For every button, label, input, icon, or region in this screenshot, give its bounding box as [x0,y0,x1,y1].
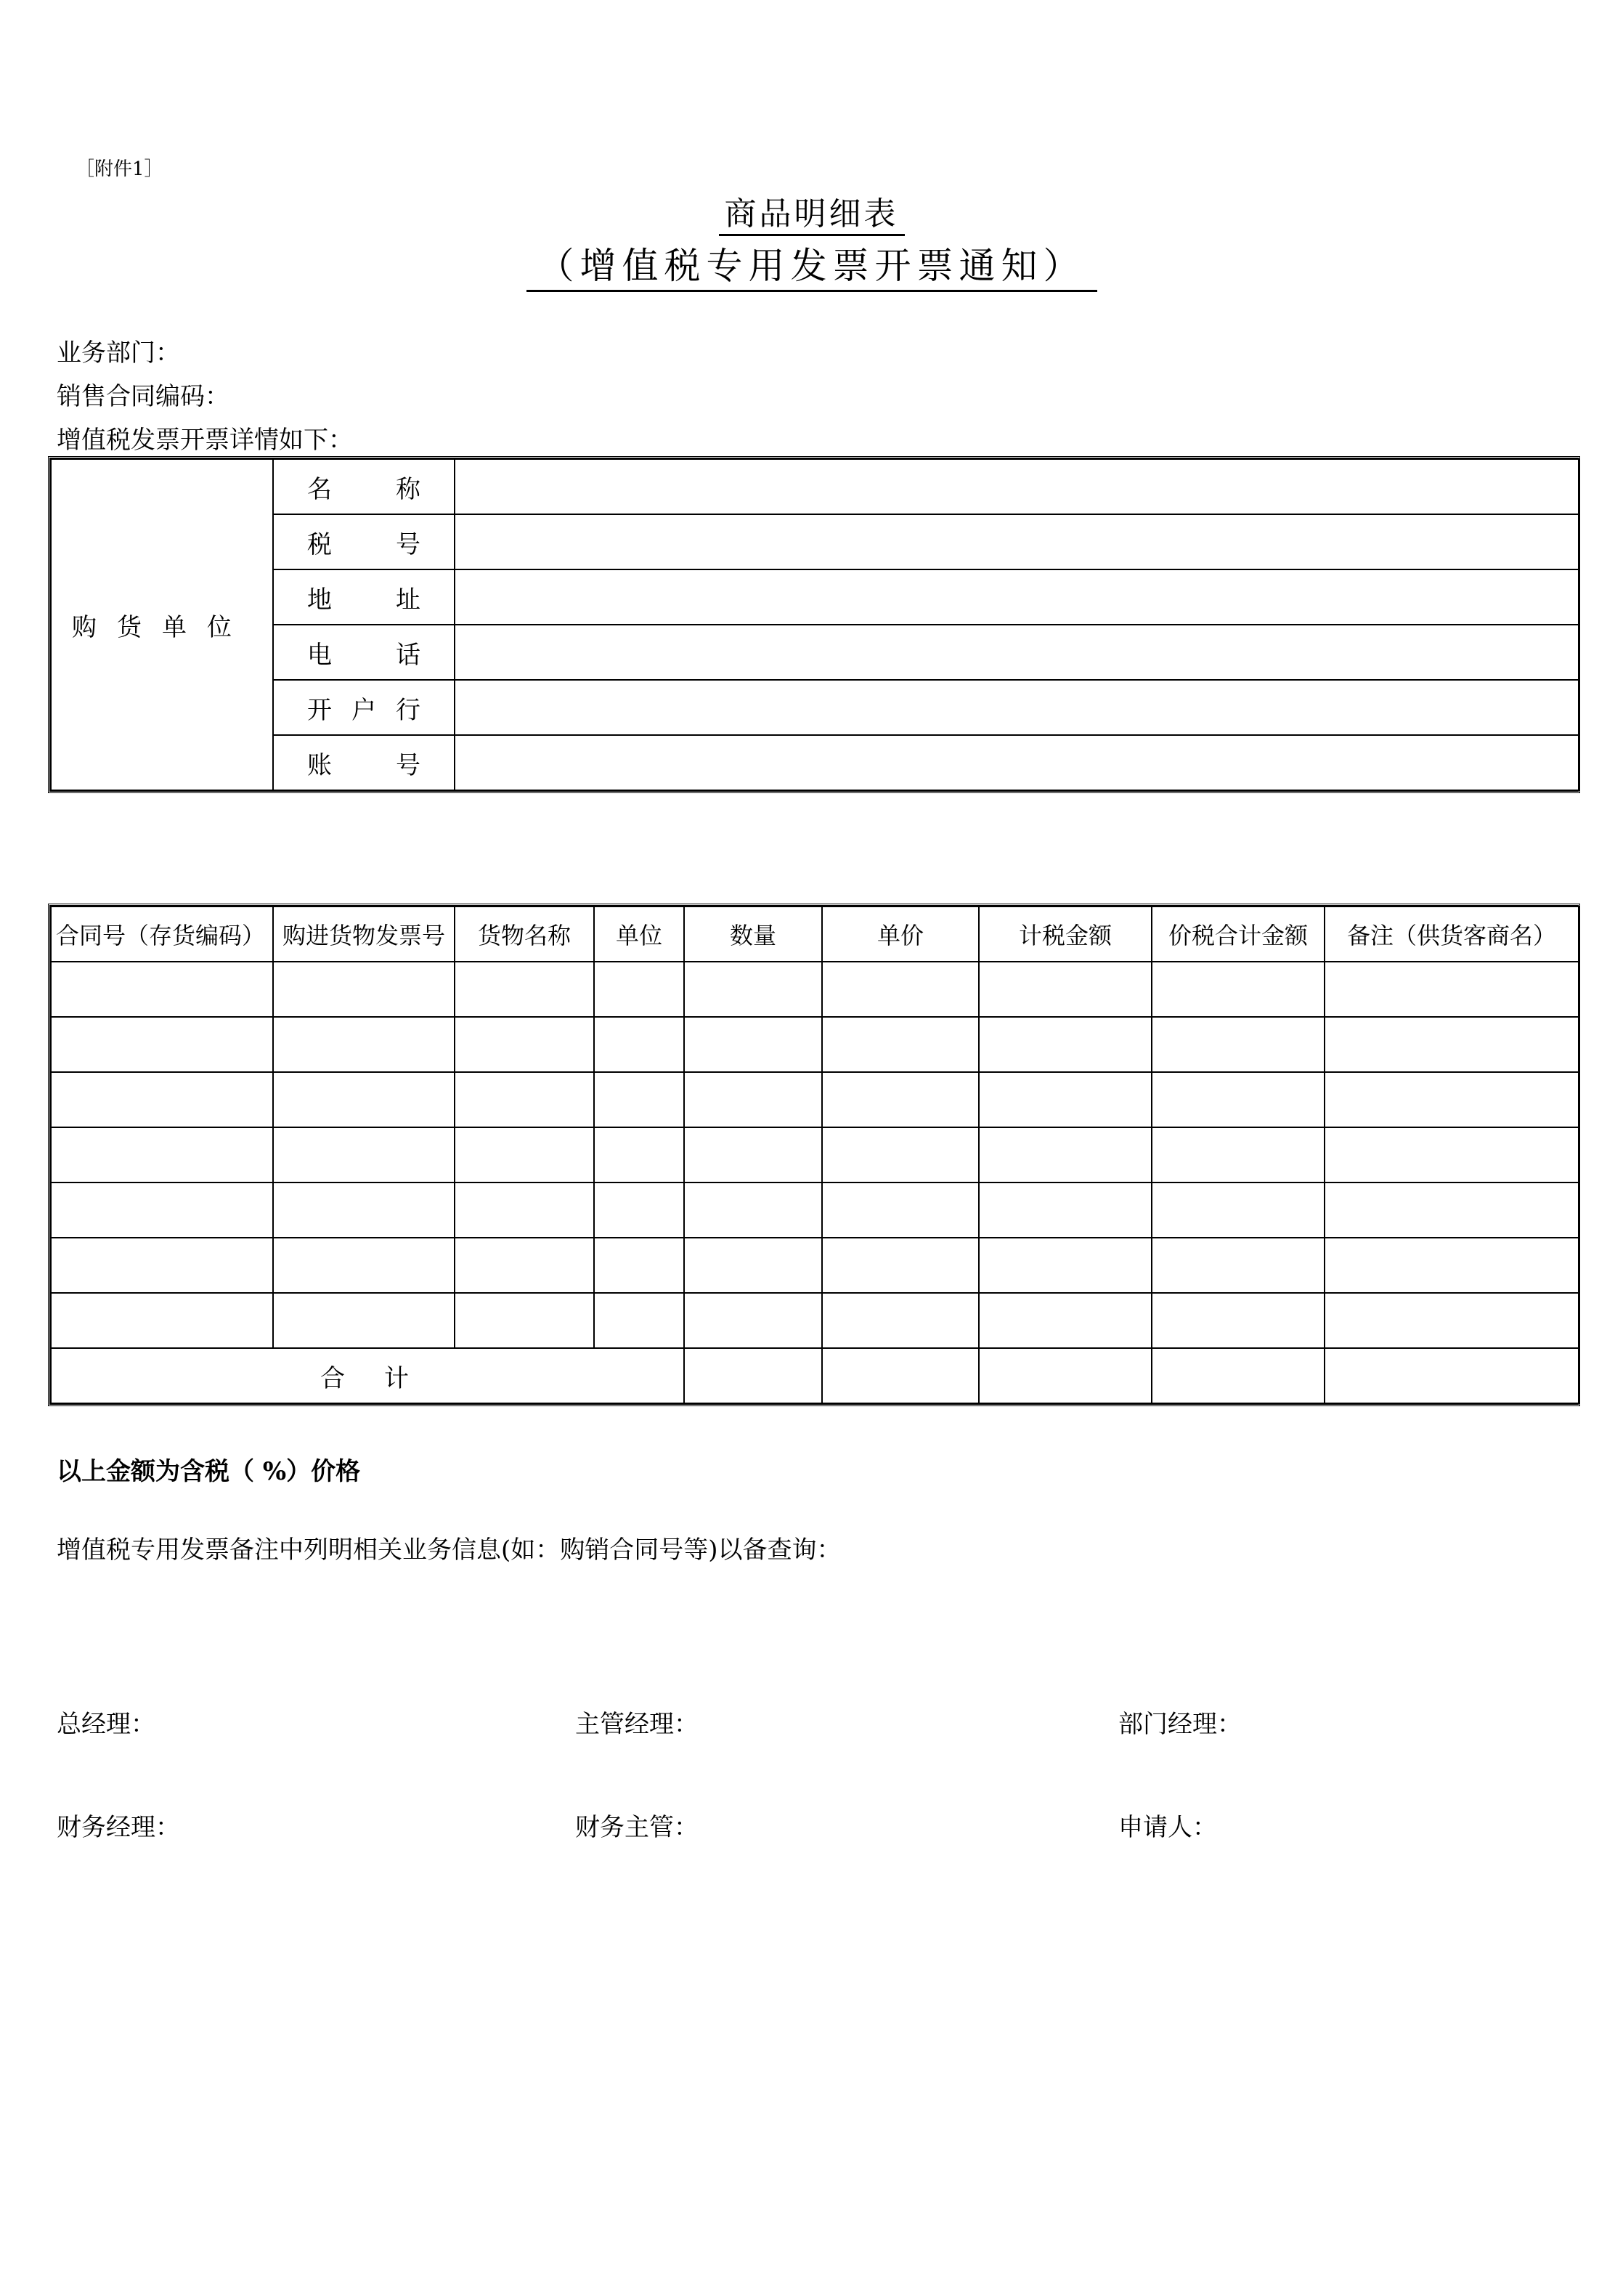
table-cell[interactable] [455,1183,594,1238]
total-cell[interactable] [684,1348,822,1403]
table-cell[interactable] [1325,1017,1579,1072]
finance-manager-signature: 财务经理： [57,1813,180,1842]
table-cell[interactable] [273,1293,455,1348]
header-unit-price: 单价 [822,906,979,962]
header-contract-no: 合同号（存货编码） [51,906,273,962]
header-purchase-invoice-no: 购进货物发票号 [273,906,455,962]
header-goods-name: 货物名称 [455,906,594,962]
table-cell[interactable] [1152,1183,1325,1238]
table-cell[interactable] [822,1017,979,1072]
buyer-account-value[interactable] [455,735,1579,790]
table-cell[interactable] [684,1072,822,1127]
table-cell[interactable] [455,1293,594,1348]
buyer-bank-label: 开户行 [273,680,455,735]
table-cell[interactable] [51,1293,273,1348]
total-cell[interactable] [979,1348,1152,1403]
table-header-row [51,906,1579,962]
department-field: 业务部门： [57,338,180,368]
buyer-address-value[interactable] [455,569,1579,625]
table-cell[interactable] [455,962,594,1017]
table-cell[interactable] [51,1127,273,1183]
table-cell[interactable] [51,1238,273,1293]
table-cell[interactable] [273,1127,455,1183]
table-cell[interactable] [1152,1127,1325,1183]
table-cell[interactable] [1325,1072,1579,1127]
table-cell[interactable] [273,1072,455,1127]
table-cell[interactable] [594,1293,684,1348]
table-cell[interactable] [273,1238,455,1293]
table-cell[interactable] [979,1293,1152,1348]
table-cell[interactable] [51,1183,273,1238]
details-intro: 增值税发票开票详情如下： [57,426,353,455]
table-row [51,680,1579,735]
table-row [51,1127,1579,1183]
table-cell[interactable] [822,1293,979,1348]
page-subtitle [0,237,1623,289]
buyer-name-label: 名称 [273,459,455,514]
table-cell[interactable] [822,1072,979,1127]
table-cell[interactable] [684,1238,822,1293]
table-cell[interactable] [455,1127,594,1183]
page-title-text: 商品明细表 [719,195,905,236]
table-row [51,514,1579,569]
table-cell[interactable] [684,962,822,1017]
table-cell[interactable] [979,1017,1152,1072]
table-cell[interactable] [979,1127,1152,1183]
table-cell[interactable] [822,962,979,1017]
buyer-info-table [48,456,1580,793]
buyer-bank-value[interactable] [455,680,1579,735]
header-unit: 单位 [594,906,684,962]
table-cell[interactable] [594,962,684,1017]
department-manager-signature: 部门经理： [1118,1710,1242,1739]
table-row [51,962,1579,1017]
table-cell[interactable] [1325,1183,1579,1238]
table-row [51,569,1579,625]
finance-supervisor-signature: 财务主管： [575,1813,699,1842]
applicant-signature: 申请人： [1118,1813,1217,1842]
tax-rate-note: 以上金额为含税（ %）价格 [57,1457,361,1486]
table-row [51,1072,1579,1127]
table-cell[interactable] [594,1072,684,1127]
table-cell[interactable] [1152,1072,1325,1127]
header-quantity: 数量 [684,906,822,962]
table-cell[interactable] [979,1072,1152,1127]
header-remark: 备注（供货客商名） [1325,906,1579,962]
total-cell[interactable] [1152,1348,1325,1403]
table-row [51,459,1579,514]
table-cell[interactable] [594,1127,684,1183]
attachment-label: ［附件1］ [76,158,163,180]
header-taxable-amount: 计税金额 [979,906,1152,962]
buyer-name-value[interactable] [455,459,1579,514]
table-cell[interactable] [1325,962,1579,1017]
table-cell[interactable] [1325,1238,1579,1293]
table-cell[interactable] [594,1238,684,1293]
buyer-tax-no-value[interactable] [455,514,1579,569]
table-cell[interactable] [51,1072,273,1127]
table-cell[interactable] [51,1017,273,1072]
table-cell[interactable] [684,1017,822,1072]
table-cell[interactable] [1152,1293,1325,1348]
table-row [51,625,1579,680]
buyer-phone-value[interactable] [455,625,1579,680]
buyer-group-label: 购货单位 [51,459,273,790]
table-cell[interactable] [979,1183,1152,1238]
table-cell[interactable] [1152,962,1325,1017]
table-cell[interactable] [1325,1127,1579,1183]
contract-no-field: 销售合同编码： [57,382,229,411]
total-cell[interactable] [822,1348,979,1403]
total-label: 合计 [51,1348,684,1403]
buyer-tax-no-label: 税号 [273,514,455,569]
buyer-account-label: 账号 [273,735,455,790]
table-cell[interactable] [594,1183,684,1238]
table-cell[interactable] [273,1183,455,1238]
table-cell[interactable] [979,962,1152,1017]
table-cell[interactable] [51,962,273,1017]
table-cell[interactable] [273,962,455,1017]
page-subtitle-text: （增值税专用发票开票通知） [526,245,1097,292]
table-cell[interactable] [822,1127,979,1183]
table-cell[interactable] [684,1127,822,1183]
table-row [51,1293,1579,1348]
table-cell[interactable] [822,1238,979,1293]
table-cell[interactable] [684,1183,822,1238]
table-row [51,1183,1579,1238]
table-cell[interactable] [455,1017,594,1072]
table-cell[interactable] [455,1238,594,1293]
total-cell[interactable] [1325,1348,1579,1403]
table-cell[interactable] [273,1017,455,1072]
table-row [51,1238,1579,1293]
header-total-with-tax: 价税合计金额 [1152,906,1325,962]
table-cell[interactable] [822,1183,979,1238]
supervising-manager-signature: 主管经理： [575,1710,699,1739]
table-cell[interactable] [979,1238,1152,1293]
general-manager-signature: 总经理： [57,1710,155,1739]
buyer-address-label: 地址 [273,569,455,625]
table-cell[interactable] [1325,1293,1579,1348]
remark-note: 增值税专用发票备注中列明相关业务信息(如：购销合同号等)以备查询： [57,1536,842,1565]
table-cell[interactable] [1152,1017,1325,1072]
table-cell[interactable] [594,1017,684,1072]
goods-detail-table [48,904,1580,1406]
table-cell[interactable] [1152,1238,1325,1293]
buyer-phone-label: 电话 [273,625,455,680]
table-cell[interactable] [684,1293,822,1348]
table-row [51,735,1579,790]
total-row [51,1348,1579,1403]
table-cell[interactable] [455,1072,594,1127]
page-title [0,187,1623,234]
table-row [51,1017,1579,1072]
